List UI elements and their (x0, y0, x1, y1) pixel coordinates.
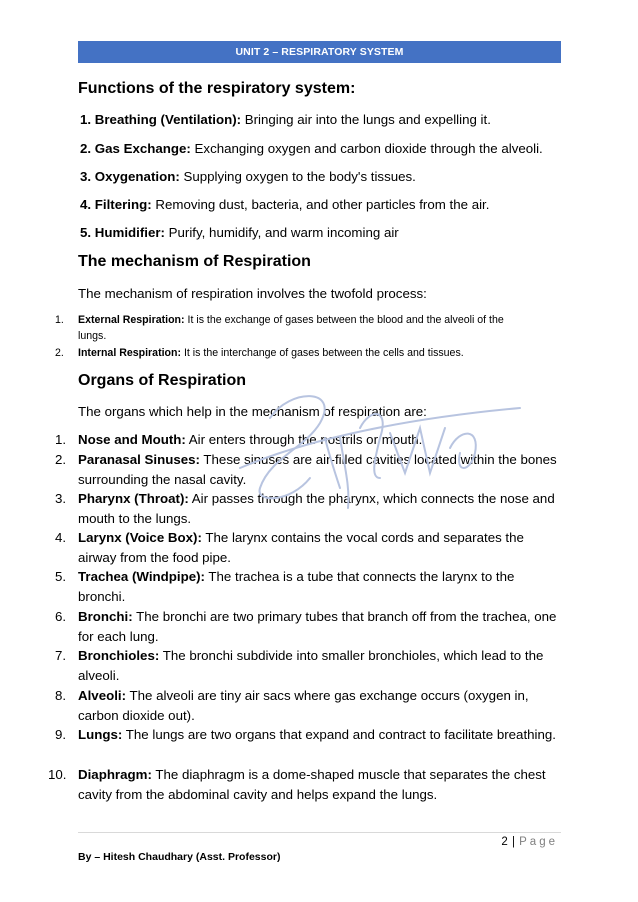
organ-desc: The lungs are two organs that expand and contract to facilitate breathing. (122, 727, 556, 742)
mechanism-number: 2. (55, 347, 64, 359)
function-term: 1. Breathing (Ventilation): (80, 112, 242, 127)
organ-term: Bronchioles: (78, 648, 160, 663)
functions-heading: Functions of the respiratory system: (78, 80, 356, 97)
organ-item (78, 686, 558, 725)
organ-desc: The diaphragm is a dome-shaped muscle that separates the chest cavity from the abdominal cavity and helps expand the lungs. (78, 767, 546, 802)
organ-item (78, 489, 558, 528)
organ-item (78, 607, 558, 646)
function-item (80, 169, 416, 184)
author-credit: By – Hitesh Chaudhary (Asst. Professor) (78, 851, 281, 863)
organ-number: 2. (55, 452, 67, 467)
mechanism-item (78, 346, 464, 360)
function-item (80, 141, 543, 156)
function-item (80, 112, 491, 127)
mechanism-item (78, 313, 504, 327)
mechanism-heading: The mechanism of Respiration (78, 253, 311, 270)
organ-number: 6. (55, 609, 67, 624)
organ-desc: The bronchi are two primary tubes that branch off from the trachea, one for each lung. (78, 609, 557, 644)
organ-item (78, 725, 558, 745)
function-term: 5. Humidifier: (80, 225, 165, 240)
organ-term: Larynx (Voice Box): (78, 530, 202, 545)
organ-number: 1. (55, 432, 67, 447)
organ-term: Diaphragm: (78, 767, 152, 782)
function-term: 3. Oxygenation: (80, 169, 180, 184)
mechanism-term: Internal Respiration: (78, 347, 182, 359)
organ-term: Trachea (Windpipe): (78, 569, 205, 584)
mechanism-desc-continued: lungs. (78, 330, 107, 342)
mechanism-number: 1. (55, 314, 64, 326)
organ-number: 10. (48, 767, 67, 782)
function-item (80, 197, 489, 212)
organ-number: 7. (55, 648, 67, 663)
mechanism-intro: The mechanism of respiration involves the twofold process: (78, 286, 427, 301)
function-desc: Exchanging oxygen and carbon dioxide through the alveoli. (190, 141, 543, 156)
page-number-separator: | (511, 836, 516, 848)
organ-item (78, 646, 558, 685)
mechanism-desc: It is the interchange of gases between the cells and tissues. (181, 347, 464, 359)
organ-desc: The alveoli are tiny air sacs where gas exchange occurs (oxygen in, carbon dioxide out). (78, 688, 529, 723)
page-number-value: 2 (501, 836, 509, 848)
page-number (501, 836, 558, 848)
organ-item (78, 450, 558, 489)
organ-desc: The trachea is a tube that connects the larynx to the bronchi. (78, 569, 515, 604)
organ-term: Paranasal Sinuses: (78, 452, 200, 467)
function-term: 2. Gas Exchange: (80, 141, 191, 156)
organ-item (78, 528, 558, 567)
organ-number: 3. (55, 491, 67, 506)
page-label: Page (519, 836, 558, 848)
organ-item (78, 567, 558, 606)
header-title: UNIT 2 – RESPIRATORY SYSTEM (235, 46, 404, 58)
organs-heading: Organs of Respiration (78, 372, 247, 389)
organ-desc: These sinuses are air-filled cavities located within the bones surrounding the nasal cavity. (78, 452, 557, 487)
organ-term: Lungs: (78, 727, 123, 742)
organ-number: 5. (55, 569, 67, 584)
organ-number: 4. (55, 530, 67, 545)
organ-desc: Air enters through the nostrils or mouth. (185, 432, 423, 447)
organ-desc: The bronchi subdivide into smaller bronchioles, which lead to the alveoli. (78, 648, 544, 683)
organ-term: Bronchi: (78, 609, 133, 624)
organ-number: 8. (55, 688, 67, 703)
footer-divider (78, 832, 561, 833)
organ-desc: Air passes through the pharynx, which connects the nose and mouth to the lungs. (78, 491, 555, 526)
organ-term: Nose and Mouth: (78, 432, 186, 447)
header-bar (78, 41, 561, 63)
mechanism-term: External Respiration: (78, 314, 185, 326)
function-desc: Purify, humidify, and warm incoming air (164, 225, 399, 240)
organ-term: Pharynx (Throat): (78, 491, 189, 506)
function-desc: Supplying oxygen to the body's tissues. (179, 169, 416, 184)
function-term: 4. Filtering: (80, 197, 152, 212)
organ-item (78, 430, 558, 450)
function-desc: Bringing air into the lungs and expelling it. (241, 112, 491, 127)
mechanism-desc: It is the exchange of gases between the blood and the alveoli of the (184, 314, 504, 326)
organ-item (78, 765, 558, 804)
organ-desc: The larynx contains the vocal cords and separates the airway from the food pipe. (78, 530, 524, 565)
organ-number: 9. (55, 727, 67, 742)
organ-term: Alveoli: (78, 688, 127, 703)
function-item (80, 225, 399, 240)
organs-intro: The organs which help in the mechanism of respiration are: (78, 404, 427, 419)
function-desc: Removing dust, bacteria, and other particles from the air. (151, 197, 490, 212)
